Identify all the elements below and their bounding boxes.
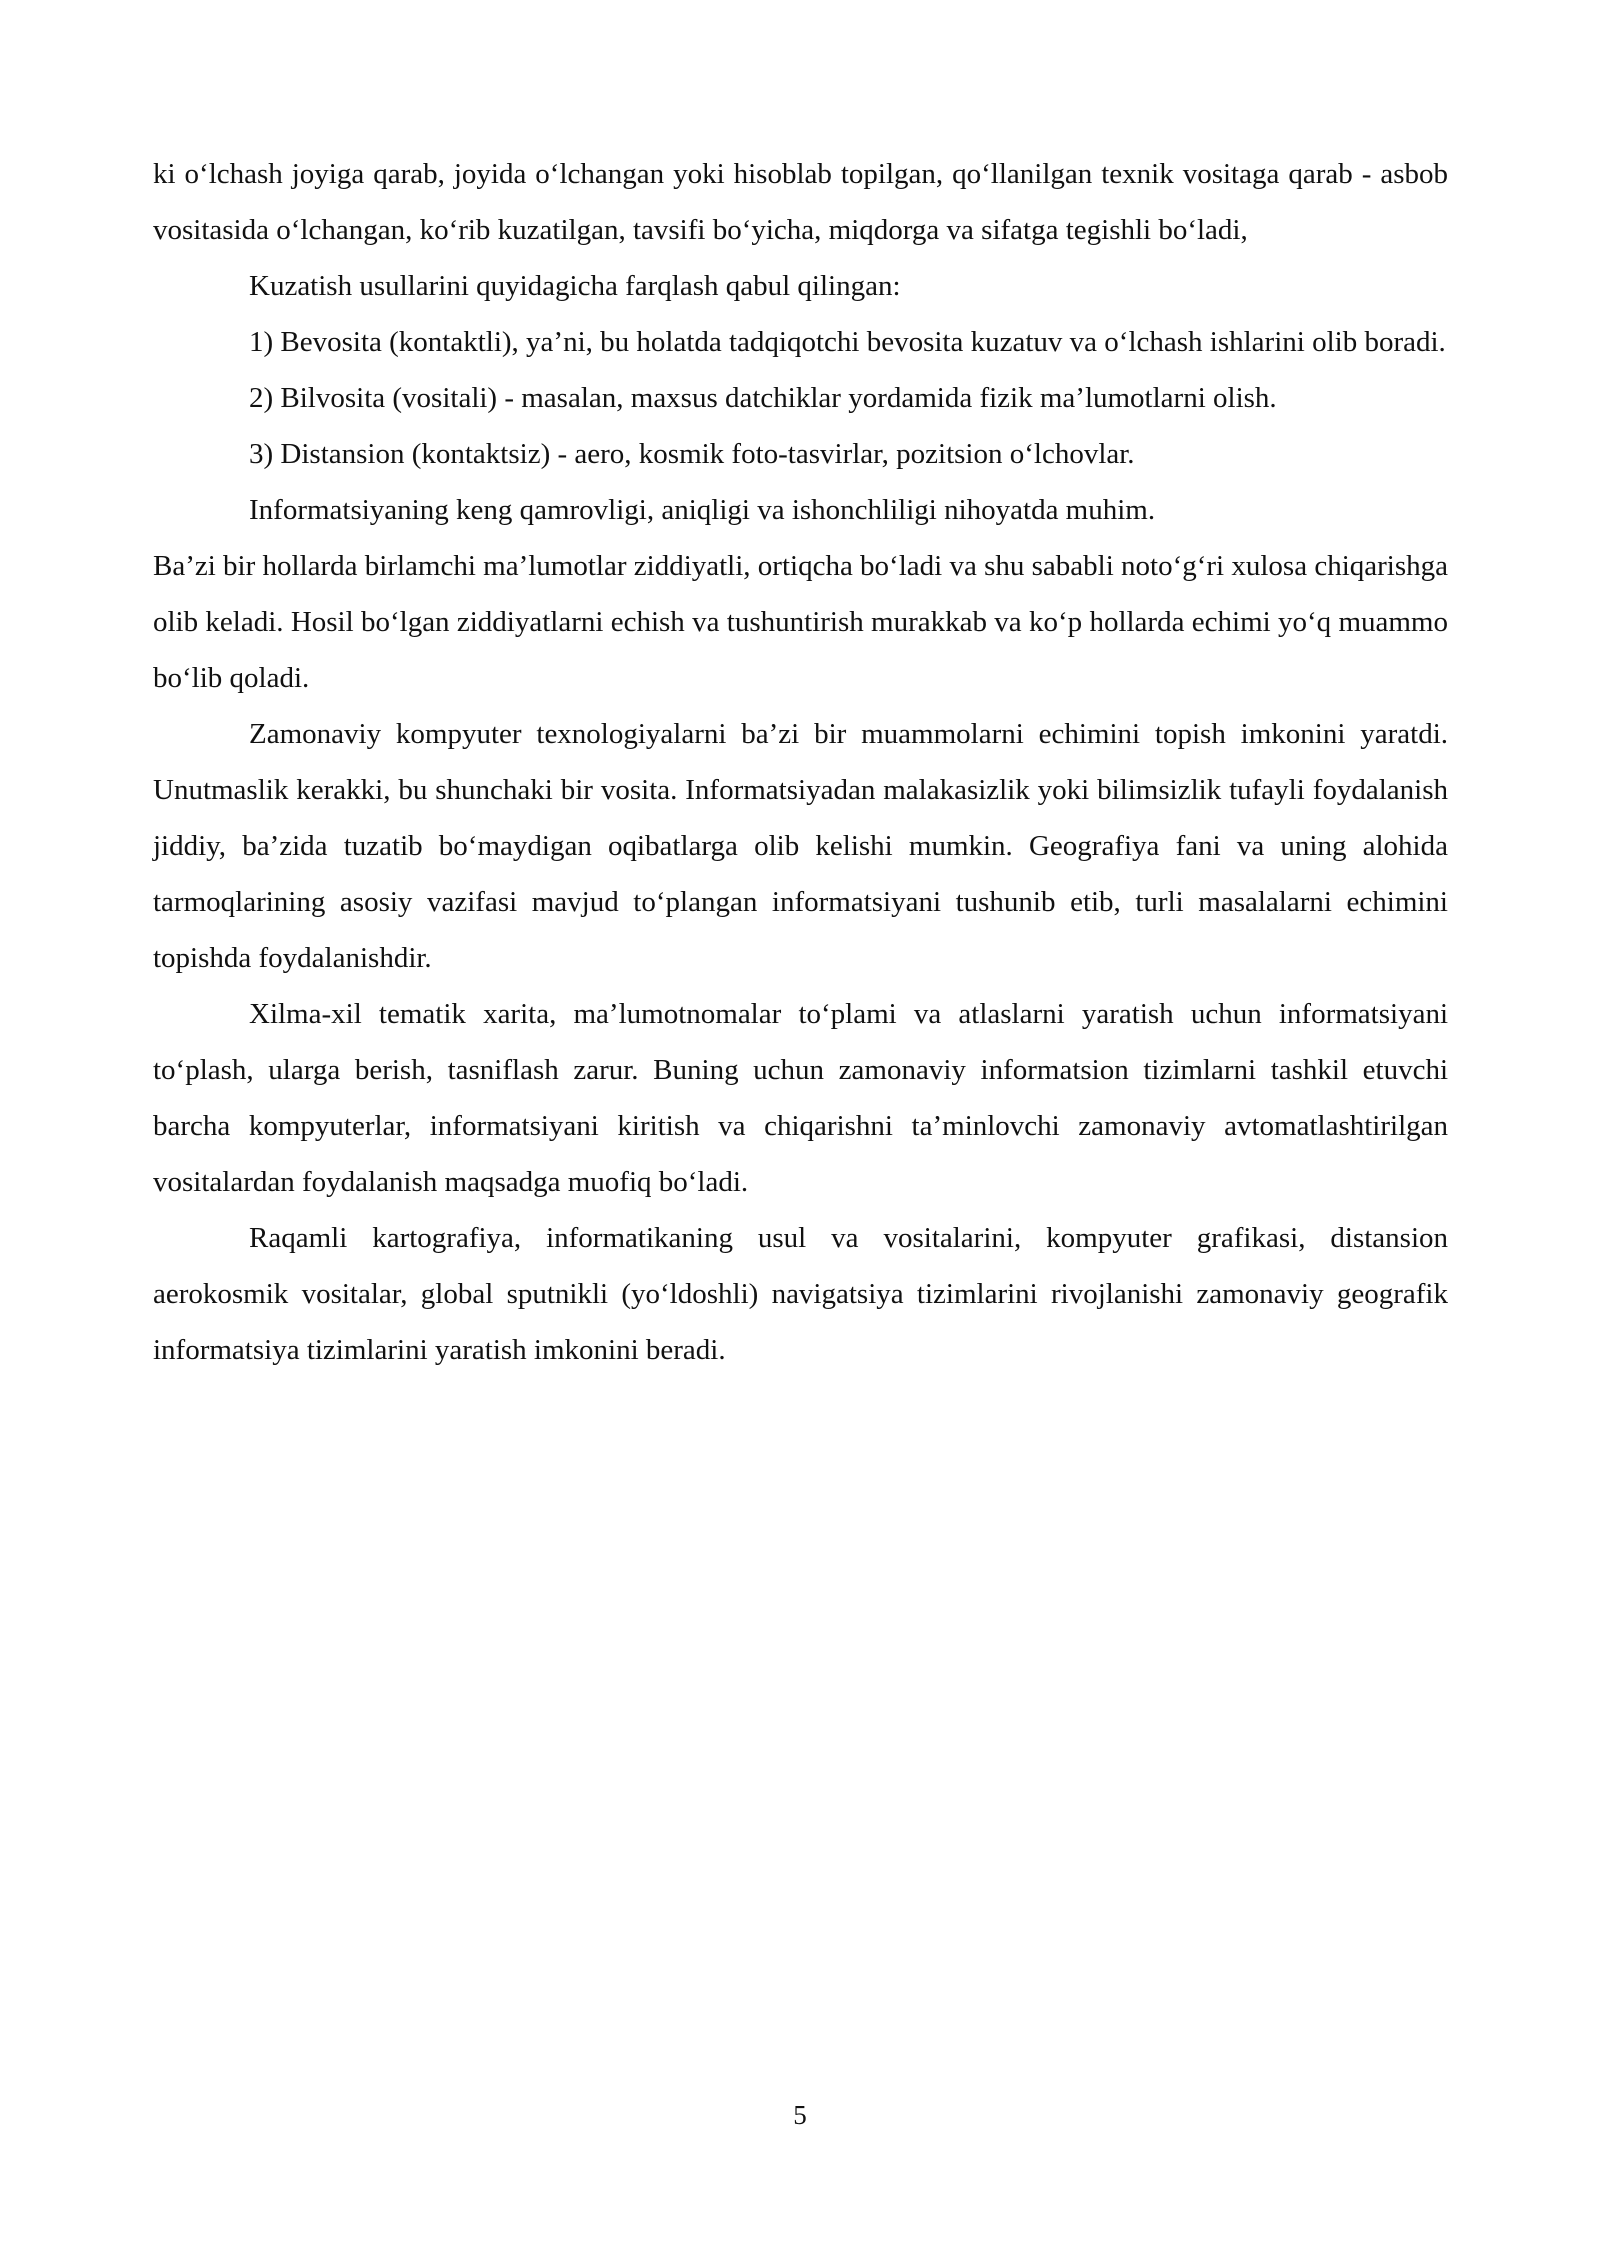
body-text — [153, 146, 1448, 1378]
paragraph: Raqamli kartografiya, informatikaning usul va vositalarini, kompyuter grafikasi, distansion aerokosmik vositalar, global sputnikli (yo‘ldoshli) navigatsiya tizimlarini rivojlanishi zamonaviy geografik informatsiya tizimlarini yaratish imkonini beradi. — [153, 1222, 1448, 1366]
paragraph: Ba’zi bir hollarda birlamchi ma’lumotlar ziddiyatli, ortiqcha bo‘ladi va shu sababli noto‘g‘ri xulosa chiqarishga olib keladi. Hosil bo‘lgan ziddiyatlarni echish va tushuntirish murakkab va ko‘p hollarda echimi yo‘q muammo bo‘lib qoladi. — [153, 550, 1448, 694]
paragraph: Kuzatish usullarini quyidagicha farqlash qabul qilingan: — [249, 270, 901, 302]
paragraph: Informatsiyaning keng qamrovligi, aniqligi va ishonchliligi nihoyatda muhim. — [249, 494, 1156, 526]
page-number: 5 — [793, 2100, 807, 2130]
paragraph: 1) Bevosita (kontaktli), ya’ni, bu holatda tadqiqotchi bevosita kuzatuv va o‘lchash ishlarini olib boradi. — [249, 326, 1446, 358]
paragraph: ki o‘lchash joyiga qarab, joyida o‘lchangan yoki hisoblab topilgan, qo‘llanilgan texnik vositaga qarab - asbob vositasida o‘lchangan, ko‘rib kuzatilgan, tavsifi bo‘yicha, miqdorga va sifatga tegishli bo‘ladi, — [153, 158, 1448, 246]
paragraph: Zamonaviy kompyuter texnologiyalarni ba’zi bir muammolarni echimini topish imkonini yaratdi. Unutmaslik kerakki, bu shunchaki bir vosita. Informatsiyadan malakasizlik yoki bilimsizlik tufayli foydalanish jiddiy, ba’zida tuzatib bo‘maydigan oqibatlarga olib kelishi mumkin. Geografiya fani va uning alohida tarmoqlarining asosiy vazifasi mavjud to‘plangan informatsiyani tushunib etib, turli masalalarni echimini topishda foydalanishdir. — [153, 718, 1448, 974]
paragraph: Xilma-xil tematik xarita, ma’lumotnomalar to‘plami va atlaslarni yaratish uchun informatsiyani to‘plash, ularga berish, tasniflash zarur. Buning uchun zamonaviy informatsion tizimlarni tashkil etuvchi barcha kompyuterlar, informatsiyani kiritish va chiqarishni ta’minlovchi zamonaviy avtomatlashtirilgan vositalardan foydalanish maqsadga muofiq bo‘ladi. — [153, 998, 1448, 1198]
paragraph: 3) Distansion (kontaktsiz) - aero, kosmik foto-tasvirlar, pozitsion o‘lchovlar. — [249, 438, 1135, 470]
paragraph: 2) Bilvosita (vositali) - masalan, maxsus datchiklar yordamida fizik ma’lumotlarni olish. — [249, 382, 1277, 414]
